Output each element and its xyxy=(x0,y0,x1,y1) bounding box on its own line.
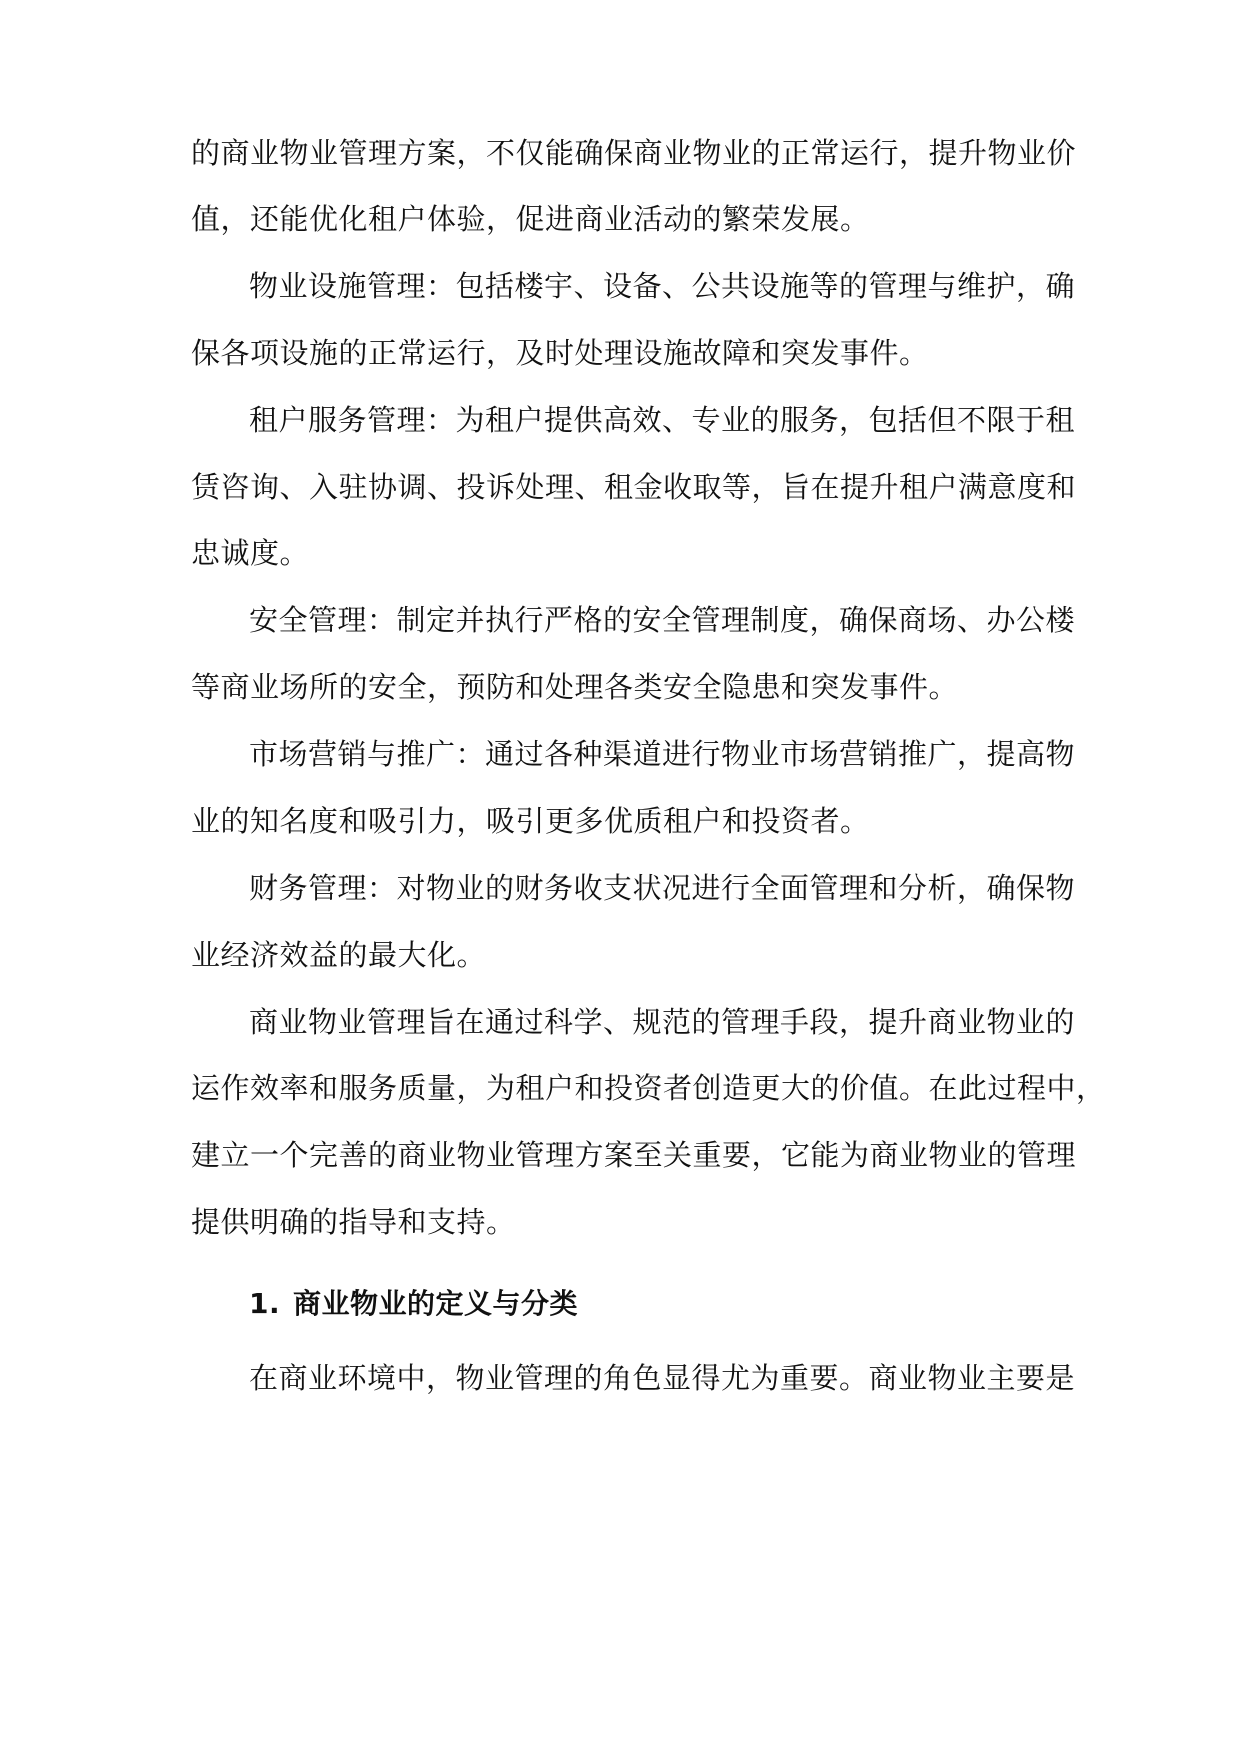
paragraph-line: 业经济效益的最大化。 xyxy=(191,938,487,972)
paragraph-line: 运作效率和服务质量，为租户和投资者创造更大的价值。在此过程中， xyxy=(191,1071,1106,1105)
section-number: 1. xyxy=(249,1287,281,1320)
paragraph-line: 值，还能优化租户体验，促进商业活动的繁荣发展。 xyxy=(191,202,870,236)
section-heading xyxy=(249,1284,1051,1324)
paragraph-line: 在商业环境中，物业管理的角色显得尤为重要。商业物业主要是 xyxy=(249,1361,1076,1395)
paragraph-line: 财务管理：对物业的财务收支状况进行全面管理和分析，确保物 xyxy=(249,871,1076,905)
paragraph-line: 建立一个完善的商业物业管理方案至关重要，它能为商业物业的管理 xyxy=(191,1138,1077,1172)
paragraph-line: 安全管理：制定并执行严格的安全管理制度，确保商场、办公楼 xyxy=(249,603,1076,637)
paragraph-line: 业的知名度和吸引力，吸引更多优质租户和投资者。 xyxy=(191,804,870,838)
paragraph-line: 保各项设施的正常运行，及时处理设施故障和突发事件。 xyxy=(191,336,929,370)
paragraph-line: 等商业场所的安全，预防和处理各类安全隐患和突发事件。 xyxy=(191,670,959,704)
paragraph-line: 市场营销与推广：通过各种渠道进行物业市场营销推广，提高物 xyxy=(249,737,1076,771)
paragraph-line: 物业设施管理：包括楼宇、设备、公共设施等的管理与维护，确 xyxy=(249,269,1076,303)
paragraph-line: 商业物业管理旨在通过科学、规范的管理手段，提升商业物业的 xyxy=(249,1005,1076,1039)
paragraph-line: 提供明确的指导和支持。 xyxy=(191,1205,516,1239)
paragraph-line: 忠诚度。 xyxy=(191,536,310,570)
section-title: 商业物业的定义与分类 xyxy=(293,1287,579,1320)
paragraph-line: 赁咨询、入驻协调、投诉处理、租金收取等，旨在提升租户满意度和 xyxy=(191,470,1077,504)
paragraph-line: 租户服务管理：为租户提供高效、专业的服务，包括但不限于租 xyxy=(249,403,1076,437)
paragraph-line: 的商业物业管理方案，不仅能确保商业物业的正常运行，提升物业价 xyxy=(191,136,1077,170)
